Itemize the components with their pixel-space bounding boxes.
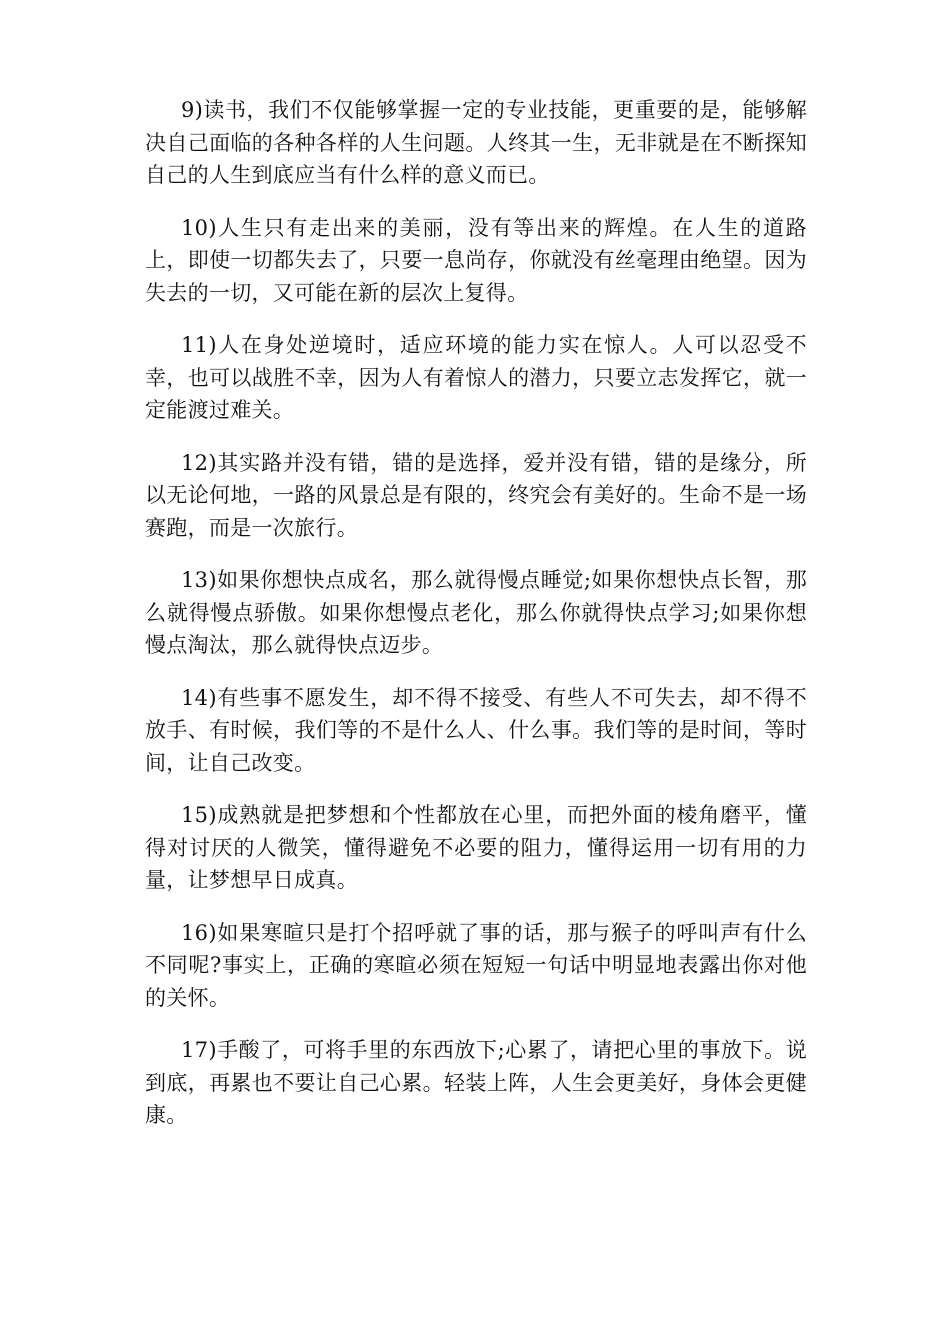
paragraph-11: 11)人在身处逆境时，适应环境的能力实在惊人。人可以忍受不幸，也可以战胜不幸，因为人有着惊人的潜力，只要立志发挥它，就一定能渡过难关。: [145, 333, 807, 422]
paragraph-12: 12)其实路并没有错，错的是选择，爱并没有错，错的是缘分，所以无论何地，一路的风景总是有限的，终究会有美好的。生命不是一场赛跑，而是一次旅行。: [145, 450, 807, 540]
paragraph-15: 15)成熟就是把梦想和个性都放在心里，而把外面的棱角磨平，懂得对讨厌的人微笑，懂得避免不必要的阻力，懂得运用一切有用的力量，让梦想早日成真。: [145, 803, 807, 892]
paragraph-10: 10)人生只有走出来的美丽，没有等出来的辉煌。在人生的道路上，即使一切都失去了，只要一息尚存，你就没有丝毫理由绝望。因为失去的一切，又可能在新的层次上复得。: [145, 215, 807, 305]
paragraph-16: 16)如果寒暄只是打个招呼就了事的话，那与猴子的呼叫声有什么不同呢?事实上，正确的寒暄必须在短短一句话中明显地表露出你对他的关怀。: [145, 920, 807, 1010]
paragraph-14: 14)有些事不愿发生，却不得不接受、有些人不可失去，却不得不放手、有时候，我们等的不是什么人、什么事。我们等的是时间，等时间，让自己改变。: [145, 685, 807, 775]
paragraph-13: 13)如果你想快点成名，那么就得慢点睡觉;如果你想快点长智，那么就得慢点骄傲。如果你想慢点老化，那么你就得快点学习;如果你想慢点淘汰，那么就得快点迈步。: [145, 568, 807, 657]
document-body: [145, 94, 807, 1152]
paragraph-17: 17)手酸了，可将手里的东西放下;心累了，请把心里的事放下。说到底，再累也不要让自己心累。轻装上阵，人生会更美好，身体会更健康。: [145, 1038, 807, 1127]
paragraph-9: 9)读书，我们不仅能够掌握一定的专业技能，更重要的是，能够解决自己面临的各种各样的人生问题。人终其一生，无非就是在不断探知自己的人生到底应当有什么样的意义而已。: [145, 98, 807, 187]
